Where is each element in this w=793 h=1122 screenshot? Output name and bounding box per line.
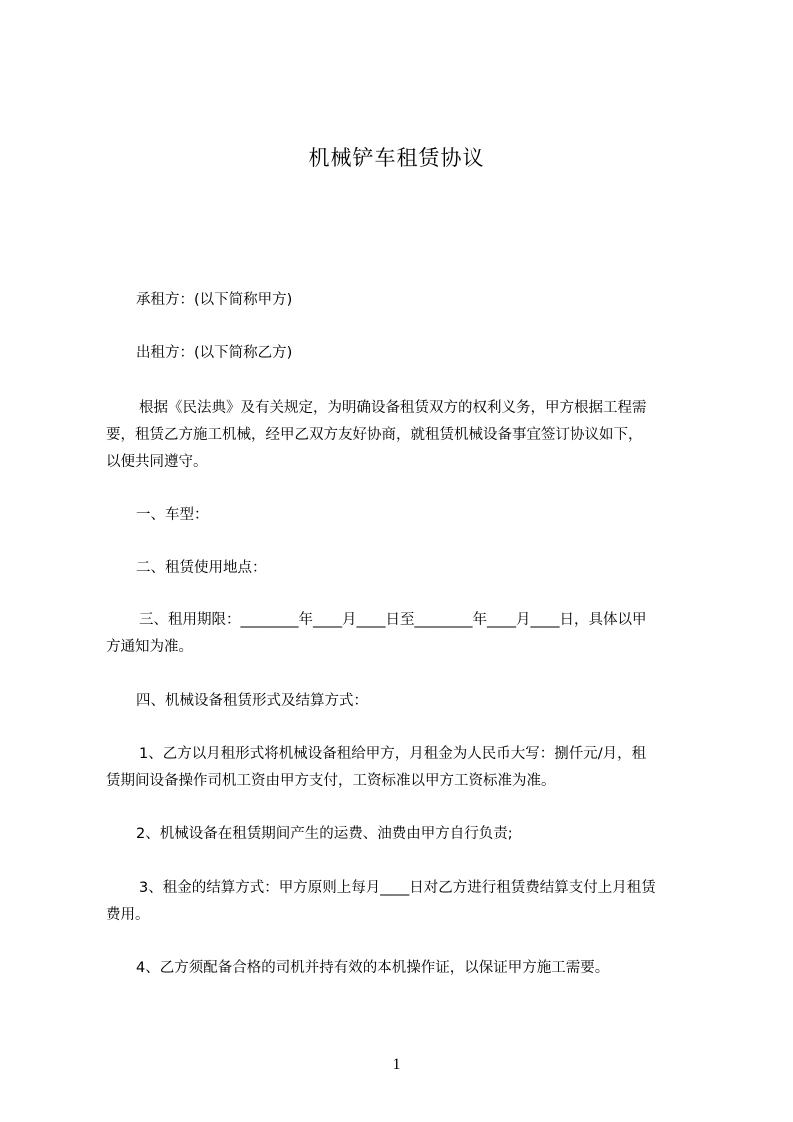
preamble-line-1: 根据《民法典》及有关规定，为明确设备租赁双方的权利义务，甲方根据工程需 (139, 400, 647, 416)
lessor-line (106, 340, 710, 367)
section-1-text: 一、车型： (136, 507, 209, 523)
page-number: 1 (392, 1056, 401, 1073)
preamble-line-2: 要，租赁乙方施工机械，经甲乙双方友好协商，就租赁机械设备事宜签订协议如下， (106, 427, 643, 443)
preamble-paragraph (106, 395, 710, 476)
preamble-line-3: 以便共同遵守。 (106, 454, 208, 470)
item-4-text: 4、乙方须配备合格的司机并持有效的本机操作证，以保证甲方施工需要。 (136, 960, 610, 976)
section-2-location (106, 555, 710, 582)
section-1-vehicle-type (106, 502, 710, 529)
item-3-line-2: 费用。 (106, 907, 150, 923)
item-2-text: 2、机械设备在租赁期间产生的运费、油费由甲方自行负责; (136, 826, 513, 842)
item-3-line-1: 3、租金的结算方式：甲方原则上每月____日对乙方进行租赁费结算支付上月租赁 (139, 880, 656, 896)
section-2-text: 二、租赁使用地点： (136, 560, 267, 576)
section-4-settlement (106, 688, 710, 715)
section-3-line-1: 三、租用期限：________年____月____日至________年____月____日，具体以甲 (139, 612, 647, 628)
item-3-payment (106, 875, 710, 929)
item-1-monthly-rent (106, 741, 710, 795)
lessee-line (106, 287, 710, 314)
lessee-text: 承租方：(以下简称甲方) (136, 292, 293, 308)
item-4-operator (106, 955, 710, 982)
document-title: 机械铲车租赁协议 (308, 146, 485, 170)
section-4-text: 四、机械设备租赁形式及结算方式： (136, 693, 368, 709)
item-1-line-1: 1、乙方以月租形式将机械设备租给甲方，月租金为人民币大写：捌仟元/月，租 (139, 746, 647, 762)
item-2-costs (106, 821, 710, 848)
item-1-line-2: 赁期间设备操作司机工资由甲方支付，工资标准以甲方工资标准为准。 (106, 773, 556, 789)
section-3-term (106, 607, 710, 661)
section-3-line-2: 方通知为准。 (106, 639, 193, 655)
lessor-text: 出租方：(以下简称乙方) (136, 345, 293, 361)
